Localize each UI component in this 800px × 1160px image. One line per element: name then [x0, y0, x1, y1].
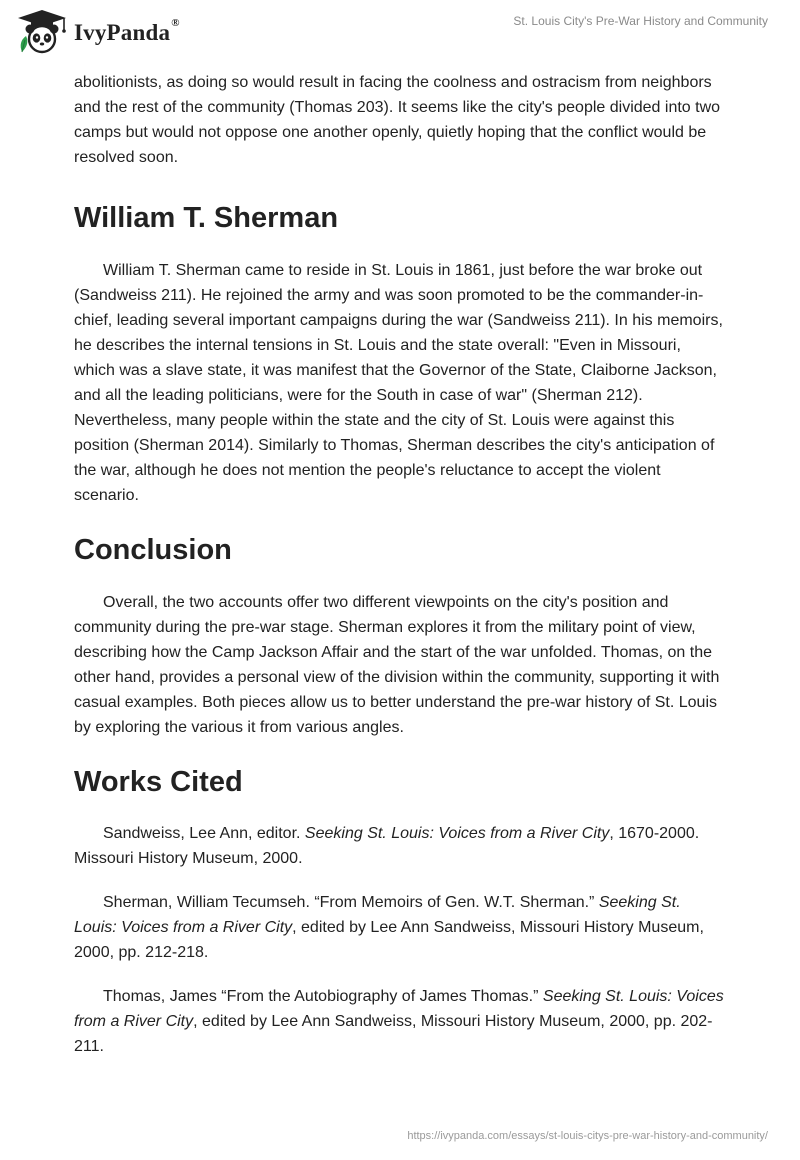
citation-sherman: Sherman, William Tecumseh. “From Memoirs of Gen. W.T. Sherman.” Seeking St. Louis: Voices from a River City, edited by Lee Ann Sandweiss, Missouri History Museum, 2000, pp. 212-218.: [74, 894, 704, 961]
document-title: St. Louis City's Pre-War History and Community: [513, 14, 768, 28]
sherman-paragraph: William T. Sherman came to reside in St. Louis in 1861, just before the war broke out (Sandweiss 211). He rejoined the army and was soon promoted to be the commander-in-chief, leading several important campaigns during the war (Sandweiss 211). In his memoirs, he describes the internal tensions in St. Louis and the state overall: "Even in Missouri, which was a slave state, it was manifest that the Governor of the State, Claiborne Jackson, and all the leading politicians, were for the South in case of war" (Sherman 212). Nevertheless, many people within the state and the city of St. Louis were against this position (Sherman 2014). Similarly to Thomas, Sherman describes the city's anticipation of the war, although he does not mention the people's reluctance to accept the violent scenario.: [74, 262, 723, 504]
panda-graduate-icon: [14, 8, 70, 56]
citation-sandweiss: Sandweiss, Lee Ann, editor. Seeking St. Louis: Voices from a River City, 1670-2000. Missouri History Museum, 2000.: [74, 825, 700, 867]
conclusion-paragraph: Overall, the two accounts offer two different viewpoints on the city's position and community during the pre-war stage. Sherman explores it from the military point of view, describing how the Camp Jackson Affair and the start of the war unfolded. Thomas, on the other hand, provides a personal view of the division within the community, supporting it with casual examples. Both pieces allow us to better understand the pre-war history of St. Louis by exploring the various it from various angles.: [74, 594, 720, 736]
section-heading-sherman: William T. Sherman: [74, 202, 339, 234]
source-url[interactable]: https://ivypanda.com/essays/st-louis-citys-pre-war-history-and-community/: [407, 1130, 768, 1142]
ivypanda-logo[interactable]: [14, 8, 180, 56]
essay-body: [74, 70, 726, 1059]
page-header: [0, 0, 800, 64]
brand-name: IvyPanda®: [74, 17, 180, 45]
citation-thomas: Thomas, James “From the Autobiography of James Thomas.” Seeking St. Louis: Voices from a River City, edited by Lee Ann Sandweiss, Missouri History Museum, 2000, pp. 202-211.: [74, 988, 724, 1055]
section-heading-works-cited: Works Cited: [74, 766, 243, 798]
section-heading-conclusion: Conclusion: [74, 534, 232, 566]
intro-paragraph: abolitionists, as doing so would result in facing the coolness and ostracism from neighbors and the rest of the community (Thomas 203). It seems like the city's people divided into two camps but would not oppose one another openly, quietly hoping that the conflict would be resolved soon.: [74, 74, 721, 166]
